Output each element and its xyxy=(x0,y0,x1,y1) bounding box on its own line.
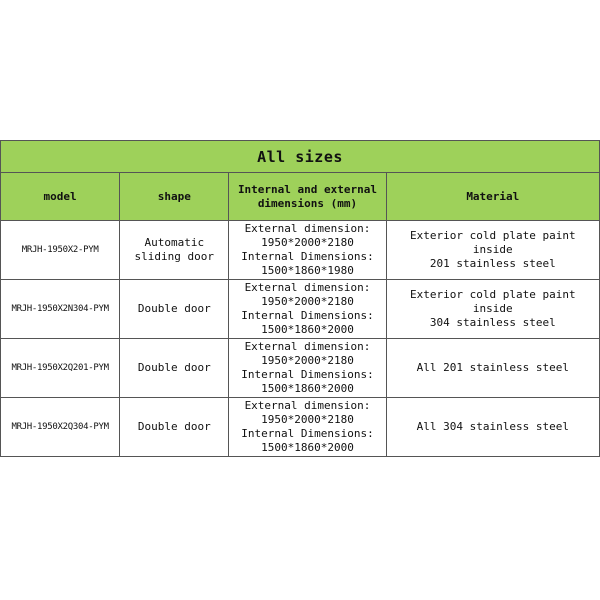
header-model: model xyxy=(1,173,120,221)
material-cell xyxy=(386,221,599,280)
external-label: External dimension: xyxy=(244,281,371,294)
internal-value: 1500*1860*2000 xyxy=(261,441,354,454)
material-line2: 304 stainless steel xyxy=(429,316,556,329)
table-row xyxy=(1,221,600,280)
material-line2: 201 stainless steel xyxy=(429,257,556,270)
model-cell: MRJH-1950X2Q304-PYM xyxy=(1,398,120,457)
header-shape: shape xyxy=(120,173,229,221)
shape-line2: sliding door xyxy=(134,250,215,263)
table-row xyxy=(1,339,600,398)
shape-line1: Double door xyxy=(137,420,211,433)
table-title: All sizes xyxy=(1,141,600,173)
table-title-row xyxy=(1,141,600,173)
internal-value: 1500*1860*2000 xyxy=(261,382,354,395)
dimensions-cell xyxy=(229,339,386,398)
shape-line1: Automatic xyxy=(144,236,205,249)
table-row xyxy=(1,280,600,339)
header-dimensions-line2: dimensions (mm) xyxy=(257,196,358,210)
internal-label: Internal Dimensions: xyxy=(241,250,374,263)
internal-value: 1500*1860*2000 xyxy=(261,323,354,336)
shape-line1: Double door xyxy=(137,302,211,315)
shape-cell xyxy=(120,398,229,457)
header-material: Material xyxy=(386,173,599,221)
material-line1: All 201 stainless steel xyxy=(416,361,569,374)
table-header-row xyxy=(1,173,600,221)
material-cell xyxy=(386,280,599,339)
dimensions-cell xyxy=(229,398,386,457)
internal-value: 1500*1860*1980 xyxy=(261,264,354,277)
model-cell: MRJH-1950X2-PYM xyxy=(1,221,120,280)
external-value: 1950*2000*2180 xyxy=(261,236,354,249)
material-line1: Exterior cold plate paint inside xyxy=(410,288,576,315)
dimensions-cell xyxy=(229,280,386,339)
header-dimensions xyxy=(229,173,386,221)
sizes-table xyxy=(0,140,600,457)
shape-cell xyxy=(120,280,229,339)
external-label: External dimension: xyxy=(244,340,371,353)
internal-label: Internal Dimensions: xyxy=(241,368,374,381)
external-label: External dimension: xyxy=(244,222,371,235)
material-line1: All 304 stainless steel xyxy=(416,420,569,433)
external-label: External dimension: xyxy=(244,399,371,412)
internal-label: Internal Dimensions: xyxy=(241,309,374,322)
external-value: 1950*2000*2180 xyxy=(261,413,354,426)
material-cell xyxy=(386,398,599,457)
header-dimensions-line1: Internal and external xyxy=(237,182,378,196)
dimensions-cell xyxy=(229,221,386,280)
material-cell xyxy=(386,339,599,398)
internal-label: Internal Dimensions: xyxy=(241,427,374,440)
external-value: 1950*2000*2180 xyxy=(261,354,354,367)
material-line1: Exterior cold plate paint inside xyxy=(410,229,576,256)
model-cell: MRJH-1950X2Q201-PYM xyxy=(1,339,120,398)
shape-cell xyxy=(120,221,229,280)
shape-cell xyxy=(120,339,229,398)
external-value: 1950*2000*2180 xyxy=(261,295,354,308)
shape-line1: Double door xyxy=(137,361,211,374)
table-row xyxy=(1,398,600,457)
model-cell: MRJH-1950X2N304-PYM xyxy=(1,280,120,339)
